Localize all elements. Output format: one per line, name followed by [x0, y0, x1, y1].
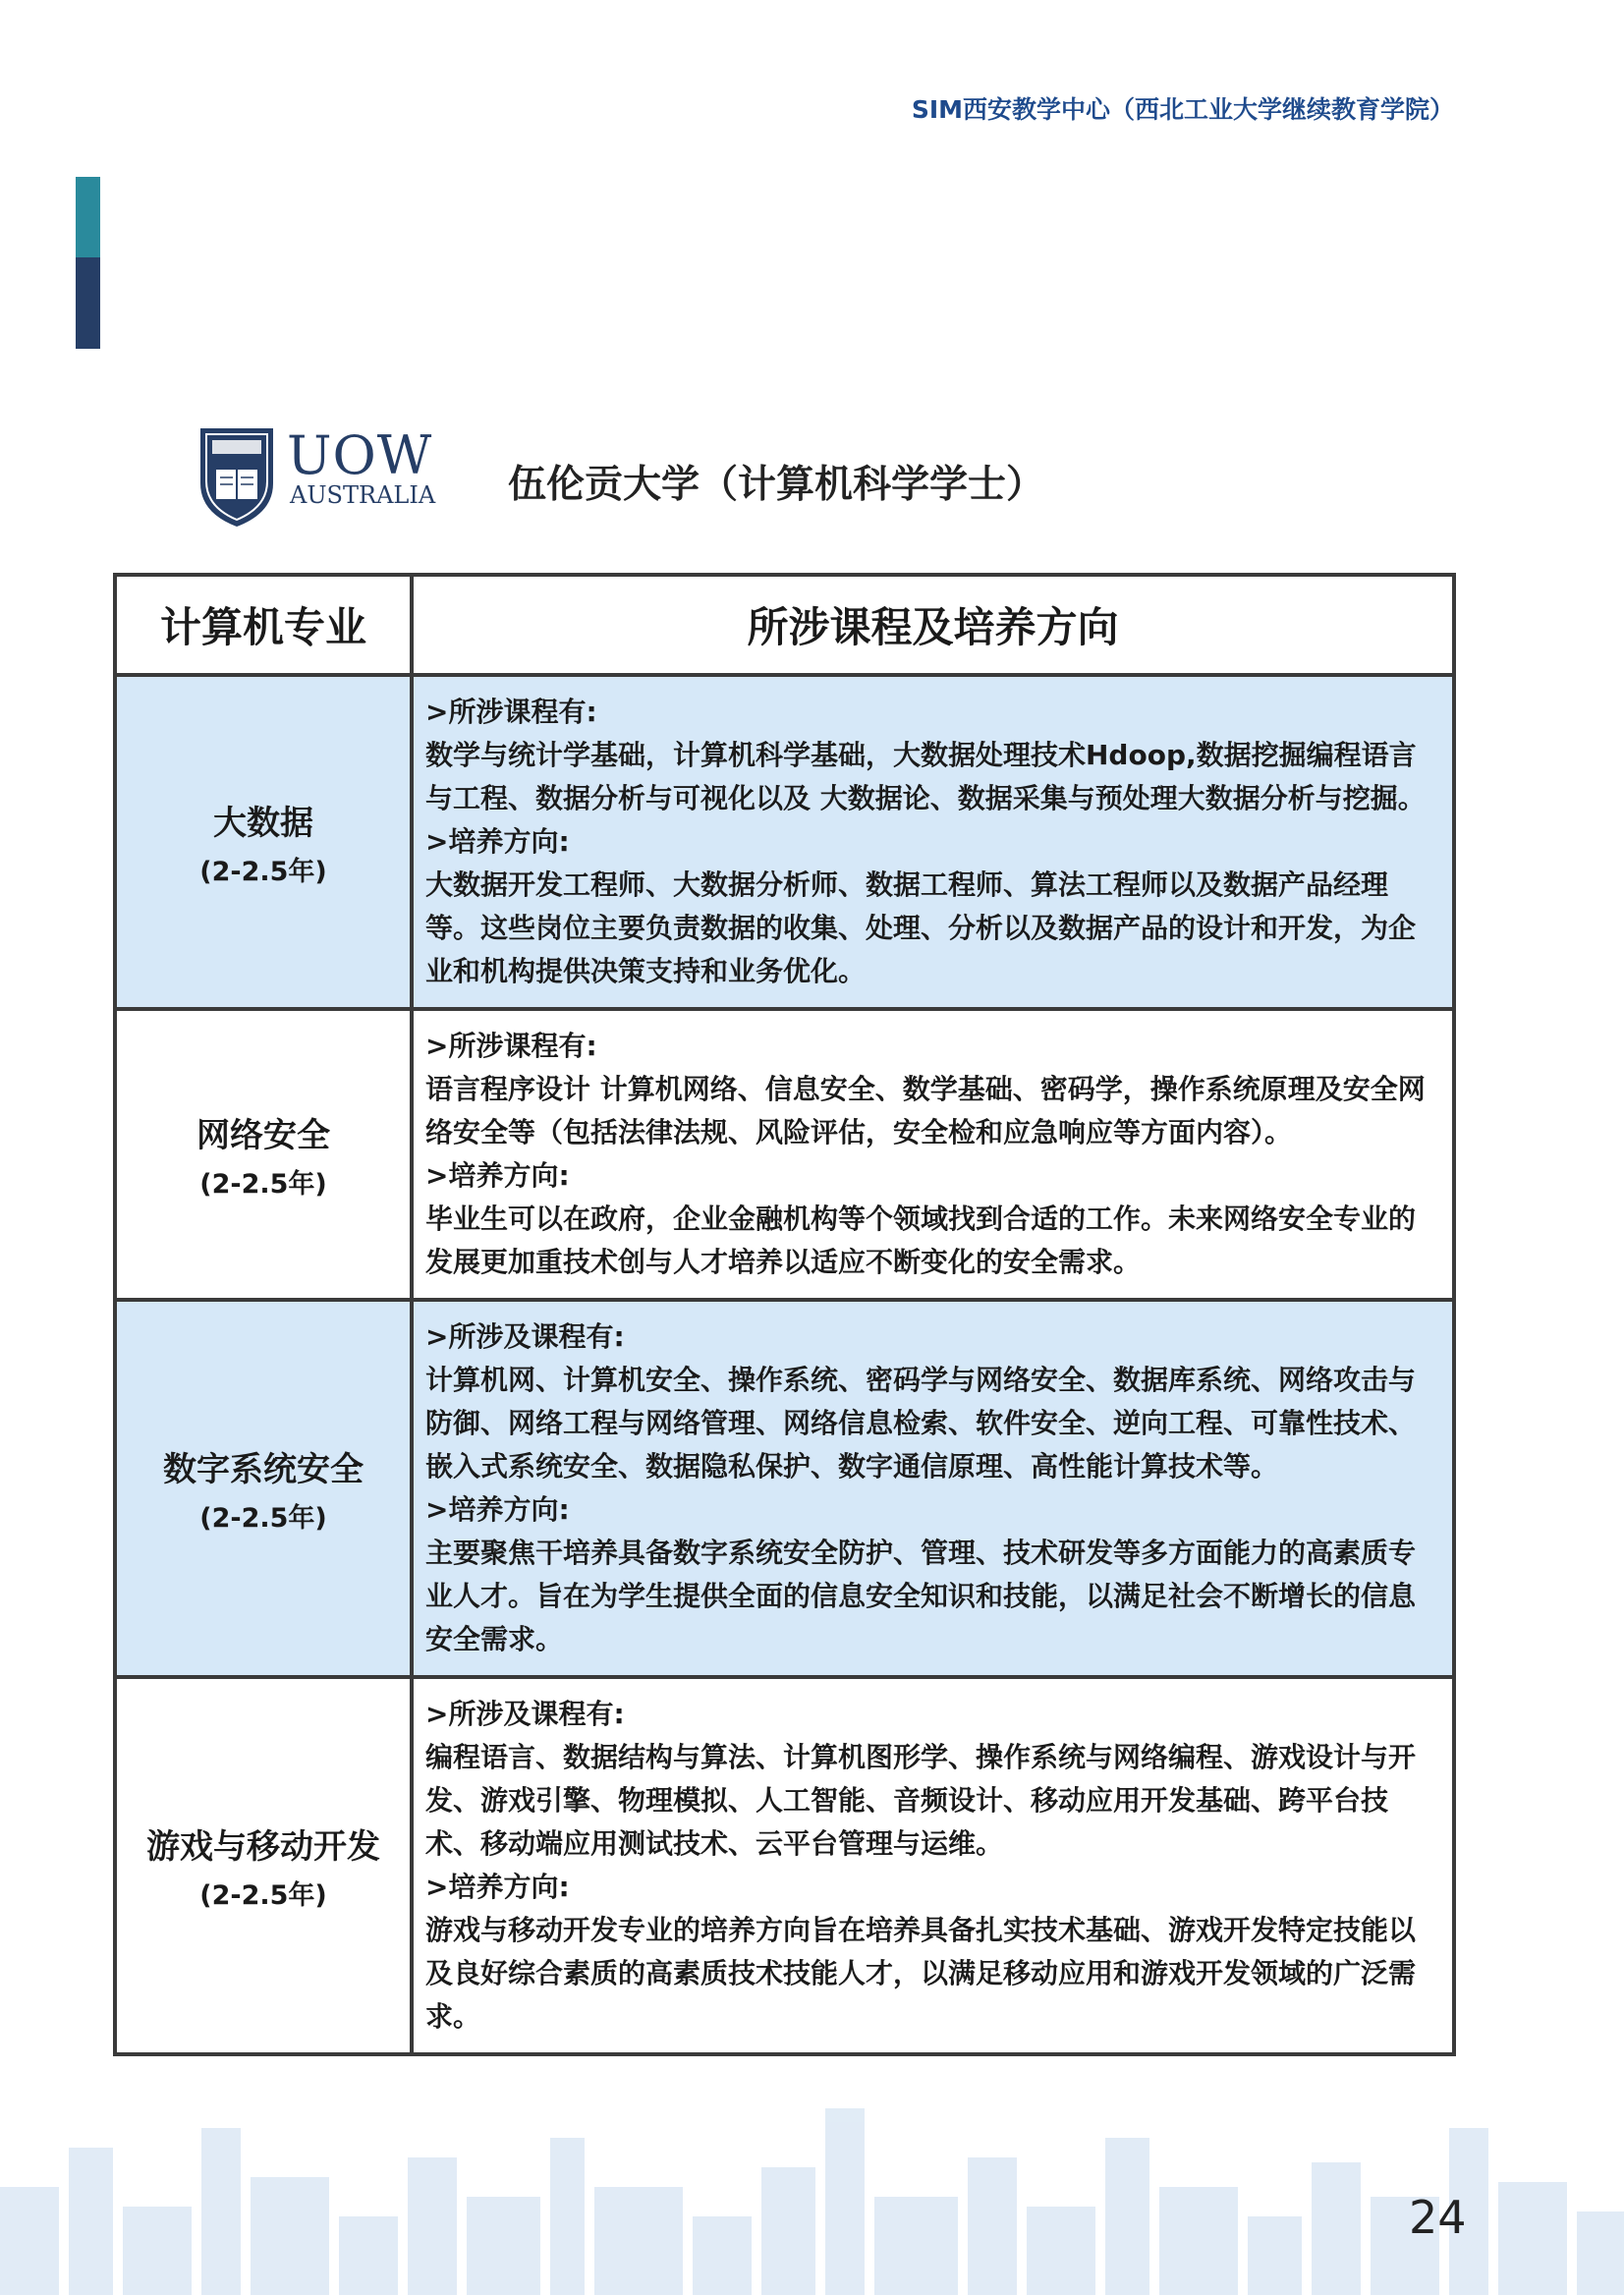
- courses-label: >所涉课程有:: [425, 1030, 597, 1062]
- courses-text: 编程语言、数据结构与算法、计算机图形学、操作系统与网络编程、游戏设计与开发、游戏引擎、物理模拟、人工智能、音频设计、移动应用开发基础、跨平台技术、移动端应用测试技术、云平台管理与运维。: [425, 1741, 1417, 1860]
- major-name: 游戏与移动开发: [146, 1827, 380, 1867]
- direction-label: >培养方向:: [425, 825, 570, 858]
- courses-text: 计算机网、计算机安全、操作系统、密码学与网络安全、数据库系统、网络攻击与防御、网络工程与网络管理、网络信息检索、软件安全、逆向工程、可靠性技术、嵌入式系统安全、数据隐私保护、数字通信原理、高性能计算技术等。: [425, 1364, 1417, 1483]
- logo-wordmark: UOW: [287, 424, 433, 486]
- accent-bar-teal: [76, 177, 100, 257]
- major-cell: [115, 675, 412, 1009]
- course-cell: [412, 675, 1454, 1009]
- direction-text: 主要聚焦干培养具备数字系统安全防护、管理、技术研发等多方面能力的高素质专 业人才。旨在为学生提供全面的信息安全知识和技能，以满足社会不断增长的信息安全需求。: [425, 1537, 1417, 1655]
- table-row: [115, 1009, 1454, 1300]
- major-duration: (2-2.5年): [199, 1503, 327, 1534]
- program-table: [113, 573, 1456, 2056]
- courses-label: >所涉课程有:: [425, 696, 597, 728]
- major-name: 网络安全: [196, 1116, 330, 1155]
- course-cell: [412, 1009, 1454, 1300]
- courses-label: >所涉及课程有:: [425, 1698, 625, 1730]
- table-row: [115, 1677, 1454, 2054]
- courses-text: 数学与统计学基础，计算机科学基础，大数据处理技术Hdoop,数据挖掘编程语言与工程、数据分析与可视化以及 大数据论、数据采集与预处理大数据分析与挖掘。: [425, 739, 1426, 814]
- major-duration: (2-2.5年): [199, 857, 327, 887]
- direction-text: 游戏与移动开发专业的培养方向旨在培养具备扎实技术基础、游戏开发特定技能以及良好综合素质的高素质技术技能人才，以满足移动应用和游戏开发领域的广泛需求。: [425, 1914, 1417, 2033]
- table-row: [115, 675, 1454, 1009]
- header-major: 计算机专业: [115, 575, 412, 675]
- major-cell: [115, 1300, 412, 1677]
- course-cell: [412, 1300, 1454, 1677]
- direction-text: 大数据开发工程师、大数据分析师、数据工程师、算法工程师以及数据产品经理等。这些岗位主要负责数据的收集、处理、分析以及数据产品的设计和开发，为企业和机构提供决策支持和业务优化。: [425, 868, 1417, 987]
- major-name: 大数据: [213, 804, 313, 843]
- course-cell: [412, 1677, 1454, 2054]
- header-courses: 所涉课程及培养方向: [412, 575, 1454, 675]
- direction-label: >培养方向:: [425, 1871, 570, 1903]
- accent-bar-navy: [76, 257, 100, 349]
- major-cell: [115, 1677, 412, 2054]
- direction-label: >培养方向:: [425, 1493, 570, 1526]
- shield-icon: [196, 422, 277, 531]
- major-duration: (2-2.5年): [199, 1169, 327, 1200]
- courses-label: >所涉及课程有:: [425, 1320, 625, 1353]
- city-skyline-decoration: [0, 2069, 1624, 2295]
- page-title: 伍伦贡大学（计算机科学学士）: [508, 463, 1045, 507]
- courses-text: 语言程序设计 计算机网络、信息安全、数学基础、密码学，操作系统原理及安全网络安全等（包括法律法规、风险评估，安全检和应急响应等方面内容）。: [425, 1073, 1426, 1148]
- direction-label: >培养方向:: [425, 1159, 570, 1192]
- major-duration: (2-2.5年): [199, 1880, 327, 1911]
- direction-text: 毕业生可以在政府，企业金融机构等个领域找到合适的工作。未来网络安全专业的发展更加重技术创与人才培养以适应不断变化的安全需求。: [425, 1203, 1417, 1278]
- header-org-name: SIM西安教学中心（西北工业大学继续教育学院）: [911, 95, 1454, 124]
- major-cell: [115, 1009, 412, 1300]
- page-number: 24: [1409, 2191, 1467, 2244]
- major-name: 数字系统安全: [163, 1450, 364, 1489]
- uow-logo: [196, 422, 447, 531]
- table-row: [115, 1300, 1454, 1677]
- logo-subtitle: AUSTRALIA: [290, 481, 436, 509]
- table-header-row: [115, 575, 1454, 675]
